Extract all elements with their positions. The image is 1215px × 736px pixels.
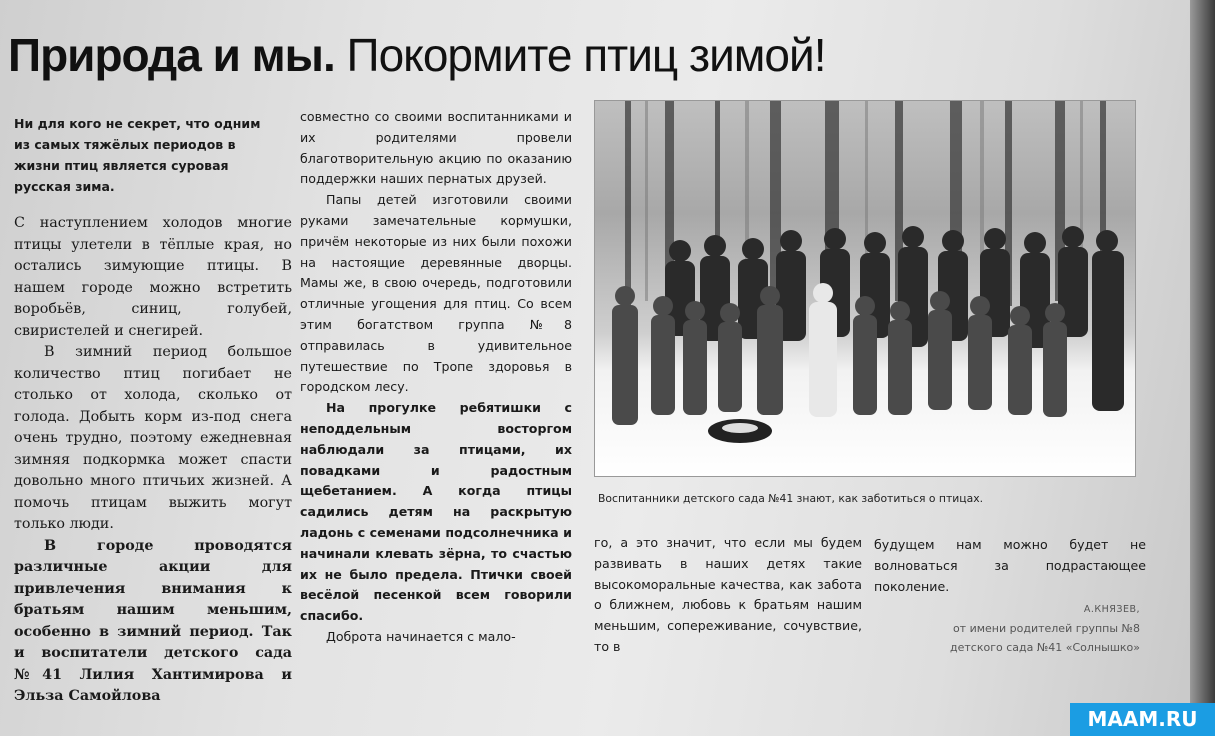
column2-paragraph-3: На прогулке ребятишки с неподдельным восторгом наблюдали за птицами, их повадками и радостным щебетанием. А когда птицы садились детям на раскрытую ладонь с семенами подсолнечника и начинали клевать зёрна, то счастью их не было предела. Птички своей весёлой песенкой всем говорили спасибо. — [300, 400, 572, 624]
column1-paragraph-1: С наступлением холодов многие птицы улетели в тёплые края, но остались зимующие птицы. В нашем городе можно встретить воробьёв, синиц, голубей, свиристелей и снегирей. — [14, 215, 292, 339]
article-column-2 — [300, 107, 572, 648]
article-column-1 — [14, 213, 292, 708]
headline-rubric: Природа и мы. — [8, 29, 335, 81]
site-watermark: MAAM.RU — [1070, 703, 1215, 736]
column2-paragraph-1: совместно со своими воспитанниками и их родителями провели благотворительную акцию по оказанию поддержки наших пернатых друзей. — [300, 109, 572, 187]
column4-paragraph: будущем нам можно будет не волноваться за подрастающее поколение. — [874, 537, 1146, 594]
page-edge — [1190, 0, 1215, 736]
group-photo — [594, 100, 1136, 477]
headline-title: Покормите птиц зимой! — [346, 29, 826, 81]
signature-author: А.КНЯЗЕВ, — [1083, 604, 1140, 615]
headline — [8, 28, 1178, 88]
article-column-4 — [874, 535, 1146, 597]
signature-line-2: детского сада №41 «Солнышко» — [950, 641, 1140, 654]
column3-paragraph: го, а это значит, что если мы будем развивать в наших детях такие высокоморальные качества, как забота о ближнем, любовь к братьям нашим меньшим, сопереживание, сочувствие, то в — [594, 535, 862, 654]
column1-paragraph-2: В зимний период большое количество птиц погибает не столько от холода, сколько от голода. Добыть корм из-под снега очень трудно, поэтому ежедневная зимняя подкормка может спасти довольно много птичьих жизней. А помочь птицам выжить могут только люди. — [14, 344, 292, 532]
photo-caption: Воспитанники детского сада №41 знают, как заботиться о птицах. — [598, 492, 984, 505]
column1-paragraph-3: В городе проводятся различные акции для привлечения внимания к братьям нашим меньшим, особенно в зимний период. Так и воспитатели детского сада №41 Лилия Хантимирова и Эльза Самойлова — [14, 537, 292, 704]
article-signature — [880, 600, 1140, 657]
winter-forest-group-illustration — [595, 101, 1135, 476]
signature-line-1: от имени родителей группы №8 — [952, 622, 1140, 635]
lead-paragraph: Ни для кого не секрет, что одним из самых тяжёлых периодов в жизни птиц является суровая русская зима. — [14, 116, 261, 194]
column2-paragraph-2: Папы детей изготовили своими руками замечательные кормушки, причём некоторые из них были похожи на настоящие деревянные дворцы. Мамы же, в свою очередь, подготовили отличные угощения для птиц. Со всем этим богатством группа №8 отправилась в удивительное путешествие по Тропе здоровья в городском лесу. — [300, 192, 572, 395]
article-column-3 — [594, 533, 862, 658]
column2-paragraph-4: Доброта начинается с мало- — [326, 628, 516, 644]
